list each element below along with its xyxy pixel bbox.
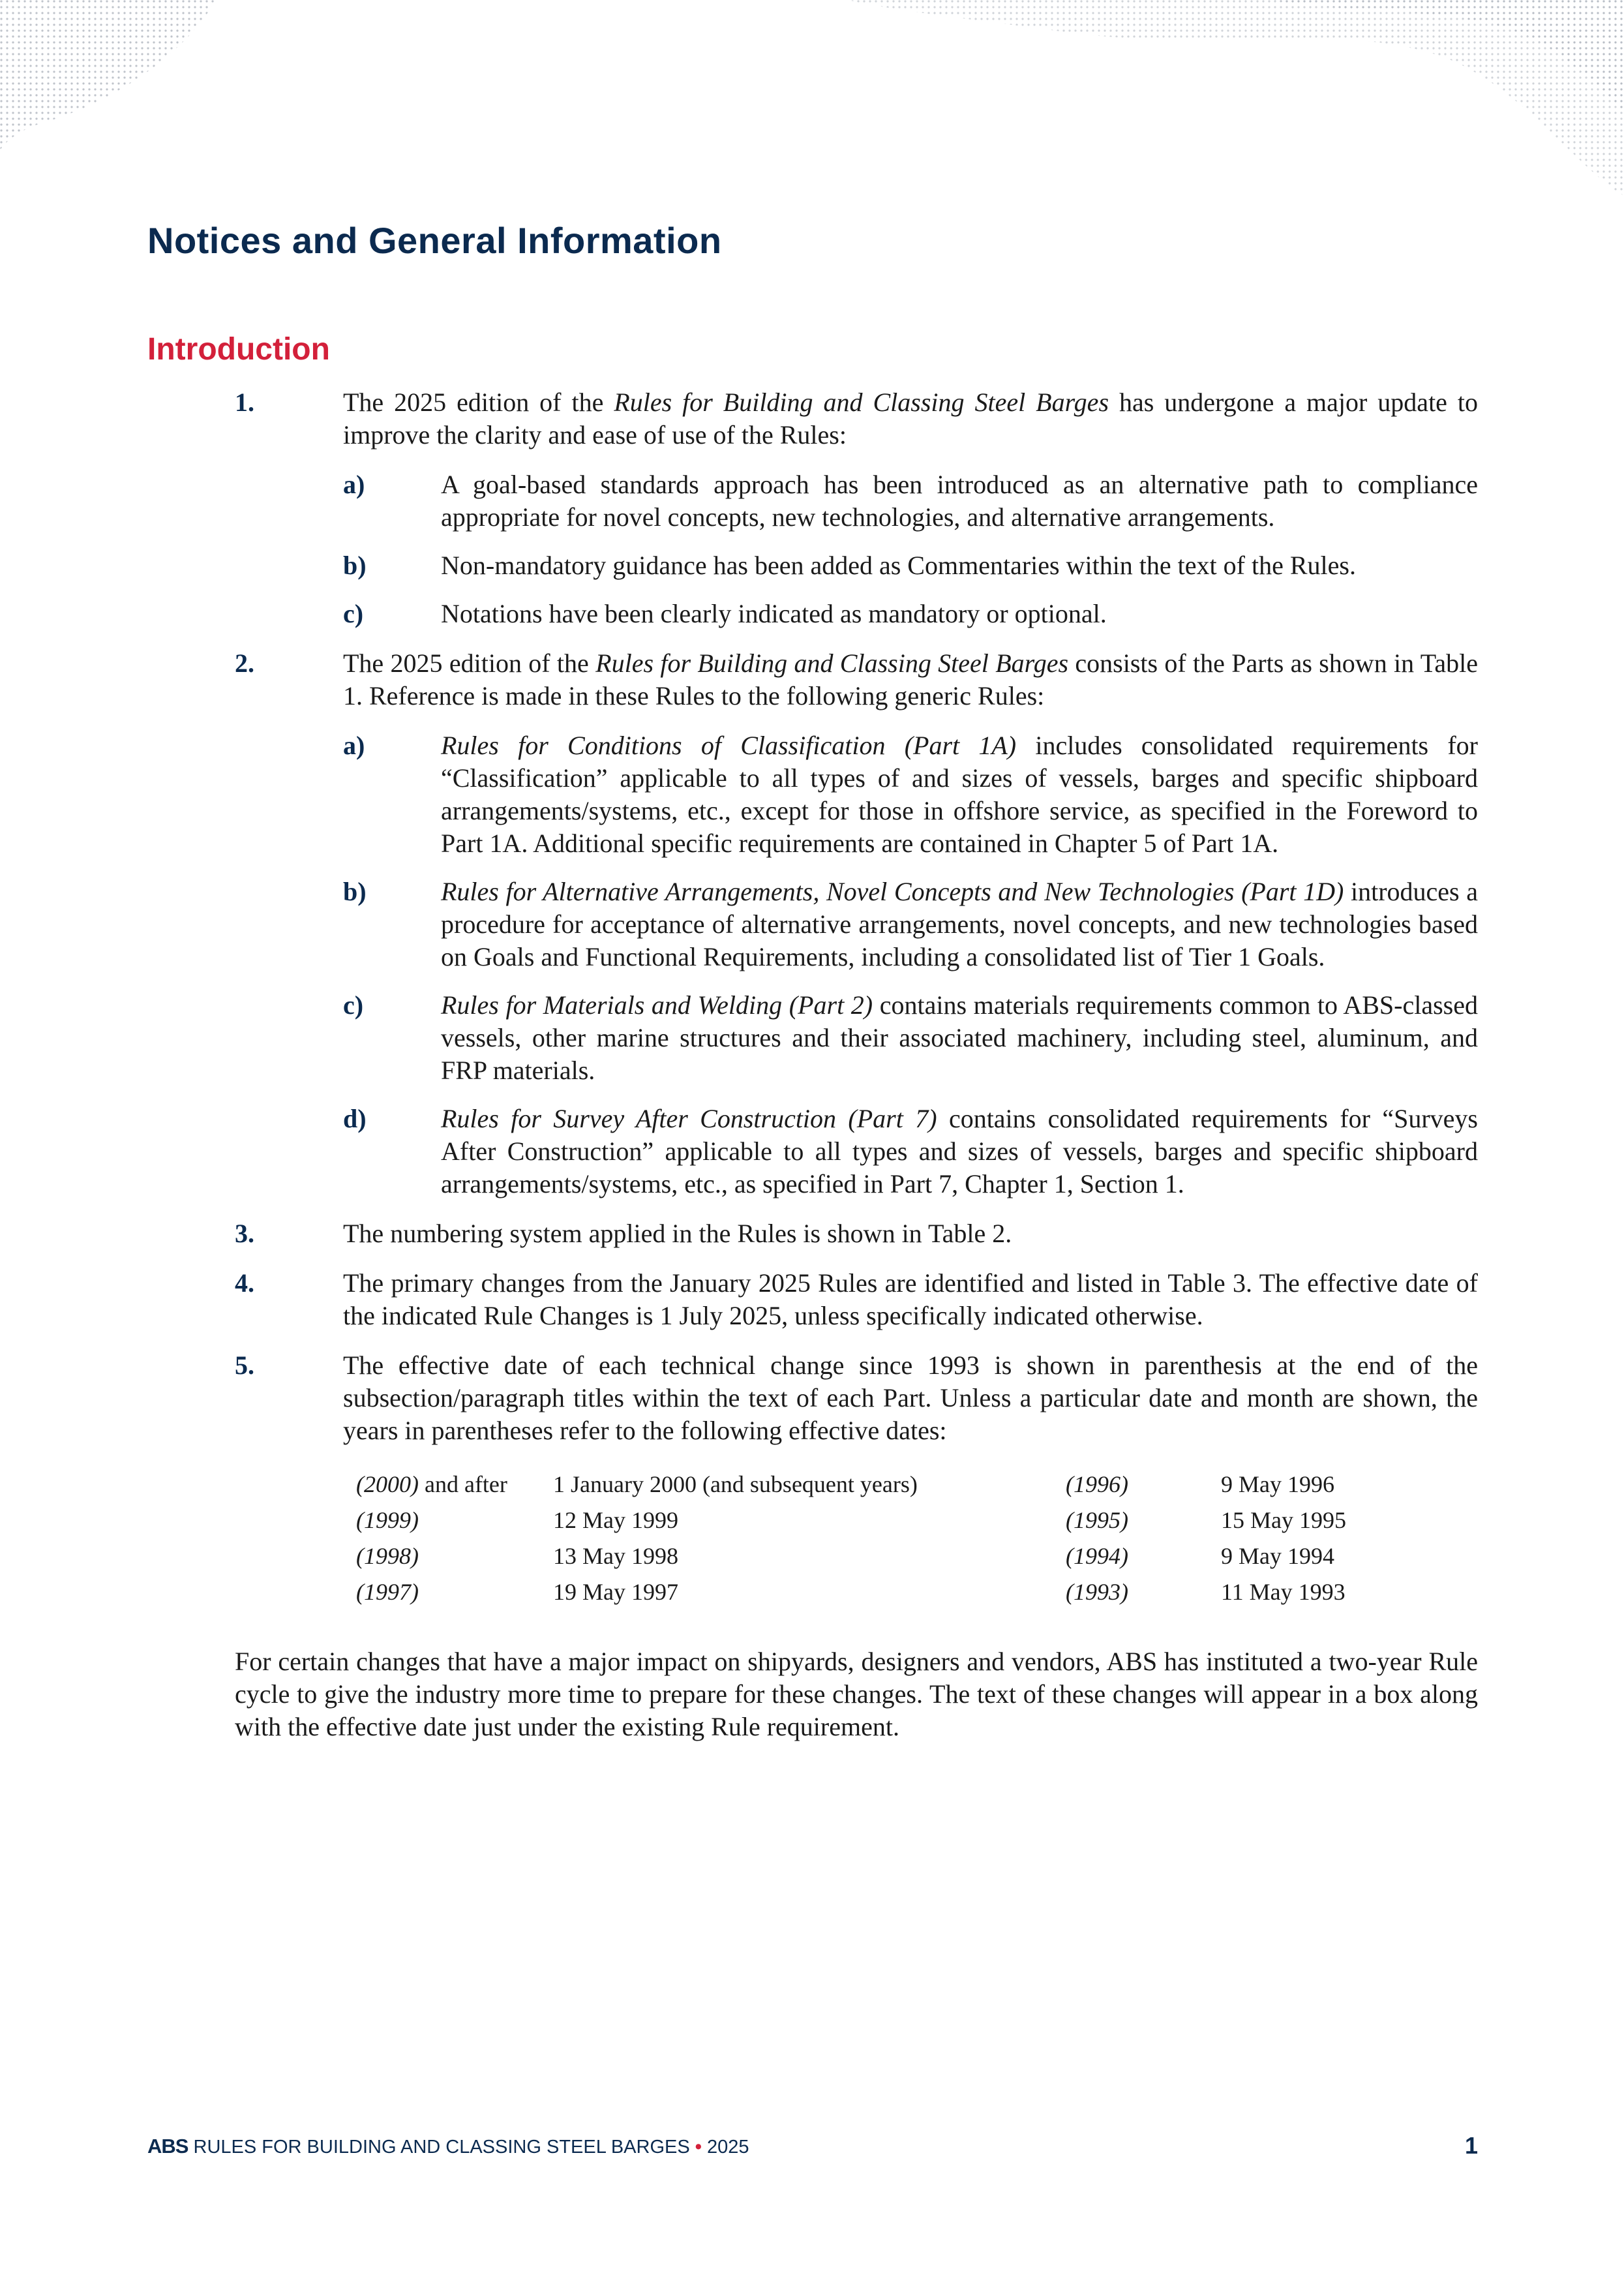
- effective-dates-table: [356, 1467, 1417, 1610]
- sub-item-text: [441, 549, 1478, 582]
- footer-brand: ABS: [147, 2135, 188, 2158]
- sub-item-text: [441, 598, 1478, 630]
- effective-date: 9 May 1994: [1221, 1543, 1334, 1569]
- effective-date: 12 May 1999: [553, 1507, 678, 1533]
- sub-item: [343, 1103, 1478, 1200]
- text-run: A goal-based standards approach has been introduced as an alternative path to compliance appropriate for novel concepts, new technologies, and alternative arrangements.: [441, 470, 1478, 532]
- date-code-cell: [1066, 1502, 1221, 1538]
- sub-list: [343, 729, 1478, 1200]
- year-code: (1996): [1066, 1471, 1128, 1497]
- rule-reference: Rules for Building and Classing Steel Barges: [614, 388, 1109, 417]
- section-title: Introduction: [147, 332, 330, 367]
- numbered-list: [235, 386, 1478, 1447]
- item-text: [343, 1267, 1478, 1332]
- sub-item-letter: b): [343, 551, 367, 580]
- text-run: contains consolidated requirements for “Surveys After Construction” applicable to all types and sizes of vessels, barges and specific shipboard arrangements/systems, etc., as specified in Part 7, Chapter 1, Section 1.: [441, 1104, 1479, 1198]
- year-code: (1997): [356, 1579, 419, 1605]
- sub-item-text: [441, 729, 1478, 860]
- list-item: [235, 1267, 1478, 1332]
- rule-reference: Rules for Alternative Arrangements, Novel Concepts and New Technologies (Part 1D): [441, 877, 1344, 906]
- table-row: [356, 1502, 1417, 1538]
- date-code-cell: [356, 1467, 553, 1502]
- footer-rules-title: RULES FOR BUILDING AND CLASSING STEEL BARGES: [193, 2137, 690, 2158]
- sub-item-text: [441, 876, 1478, 973]
- effective-date: 19 May 1997: [553, 1579, 678, 1605]
- page-number: 1: [1464, 2132, 1478, 2159]
- effective-date: 11 May 1993: [1221, 1579, 1346, 1605]
- item-text: [343, 1349, 1478, 1447]
- text-run: The 2025 edition of the: [343, 388, 614, 417]
- table-row: [356, 1467, 1417, 1502]
- rule-reference: Rules for Building and Classing Steel Barges: [595, 648, 1069, 678]
- text-run: consists of the Parts as shown in Table 1. Reference is made in these Rules to the following generic Rules:: [343, 648, 1479, 710]
- item-text: [343, 1217, 1478, 1250]
- year-code-suffix: and after: [418, 1471, 507, 1497]
- year-code: (1995): [1066, 1507, 1128, 1533]
- list-item: [235, 1349, 1478, 1447]
- text-run: introduces a procedure for acceptance of alternative arrangements, novel concepts, and new technologies based on Goals and Functional Requirements, including a consolidated list of Tier 1 Goals.: [441, 877, 1479, 971]
- sub-item-letter: a): [343, 731, 365, 760]
- date-code-cell: [356, 1538, 553, 1574]
- header-wave-decoration: [0, 0, 1624, 196]
- item-text: [343, 647, 1478, 712]
- text-run: The numbering system applied in the Rules is shown in Table 2.: [343, 1219, 1012, 1248]
- effective-date: 15 May 1995: [1221, 1507, 1346, 1533]
- sub-item-letter: c): [343, 599, 364, 628]
- item-number: 1.: [235, 388, 254, 417]
- footer-separator: •: [695, 2137, 702, 2158]
- sub-item: [343, 598, 1478, 630]
- text-run: The 2025 edition of the: [343, 648, 596, 678]
- year-code: (1999): [356, 1507, 419, 1533]
- sub-item-text: [441, 1103, 1478, 1200]
- sub-item-letter: a): [343, 470, 365, 499]
- table-row: [356, 1574, 1417, 1610]
- text-run: Notations have been clearly indicated as mandatory or optional.: [441, 599, 1107, 628]
- sub-item: [343, 549, 1478, 582]
- year-code: (1993): [1066, 1579, 1128, 1605]
- year-code: (2000): [356, 1471, 419, 1497]
- item-number: 2.: [235, 648, 254, 678]
- text-run: has undergone a major update to improve the clarity and ease of use of the Rules:: [343, 388, 1479, 450]
- date-code-cell: [356, 1574, 553, 1610]
- text-run: includes consolidated requirements for “Classification” applicable to all types of and sizes of vessels, barges and specific shipboard arrangements/systems, etc., except for those in offshore service, as specified in the Foreword to Part 1A. Additional specific requirements are contained in Chapter 5 of Part 1A.: [441, 731, 1478, 858]
- rule-reference: Rules for Conditions of Classification (Part 1A): [441, 731, 1017, 760]
- text-run: contains materials requirements common to ABS-classed vessels, other marine structures and their associated machinery, including steel, aluminum, and FRP materials.: [441, 990, 1478, 1085]
- table-row: [356, 1538, 1417, 1574]
- sub-item-letter: d): [343, 1104, 367, 1133]
- sub-list: [343, 468, 1478, 630]
- sub-item-text: [441, 989, 1478, 1087]
- rule-reference: Rules for Materials and Welding (Part 2): [441, 990, 873, 1020]
- text-run: The primary changes from the January 2025 Rules are identified and listed in Table 3. The effective date of the indicated Rule Changes is 1 July 2025, unless specifically indicated otherwise.: [343, 1268, 1478, 1330]
- sub-item: [343, 989, 1478, 1087]
- effective-date: 1 January 2000 (and subsequent years): [553, 1471, 918, 1497]
- date-code-cell: [356, 1502, 553, 1538]
- item-number: 5.: [235, 1350, 254, 1380]
- sub-item: [343, 729, 1478, 860]
- date-code-cell: [1066, 1538, 1221, 1574]
- year-code: (1998): [356, 1543, 419, 1569]
- sub-item-letter: b): [343, 877, 367, 906]
- item-number: 3.: [235, 1219, 254, 1248]
- sub-item: [343, 876, 1478, 973]
- effective-date: 9 May 1996: [1221, 1471, 1334, 1497]
- text-run: The effective date of each technical change since 1993 is shown in parenthesis at the end of the subsection/paragraph titles within the text of each Part. Unless a particular date and month are shown, the years in parentheses refer to the following effective dates:: [343, 1350, 1478, 1445]
- list-item: [235, 386, 1478, 630]
- main-content: [235, 386, 1478, 1743]
- text-run: Non-mandatory guidance has been added as Commentaries within the text of the Rules.: [441, 551, 1356, 580]
- list-item: [235, 1217, 1478, 1250]
- page-title: Notices and General Information: [147, 220, 722, 261]
- sub-item-text: [441, 468, 1478, 534]
- date-code-cell: [1066, 1574, 1221, 1610]
- item-text: [343, 386, 1478, 451]
- effective-date: 13 May 1998: [553, 1543, 678, 1569]
- year-code: (1994): [1066, 1543, 1128, 1569]
- date-code-cell: [1066, 1467, 1221, 1502]
- two-year-cycle-note: For certain changes that have a major impact on shipyards, designers and vendors, ABS has instituted a two-year Rule cycle to give the industry more time to prepare for these changes. The text of these changes will appear in a box along with the effective date just under the existing Rule requirement.: [235, 1647, 1478, 1741]
- footer-title: [147, 2135, 749, 2158]
- rule-reference: Rules for Survey After Construction (Part 7): [441, 1104, 937, 1133]
- list-item: [235, 647, 1478, 1200]
- item-number: 4.: [235, 1268, 254, 1298]
- sub-item-letter: c): [343, 990, 364, 1020]
- sub-item: [343, 468, 1478, 534]
- footer-year: 2025: [706, 2137, 749, 2158]
